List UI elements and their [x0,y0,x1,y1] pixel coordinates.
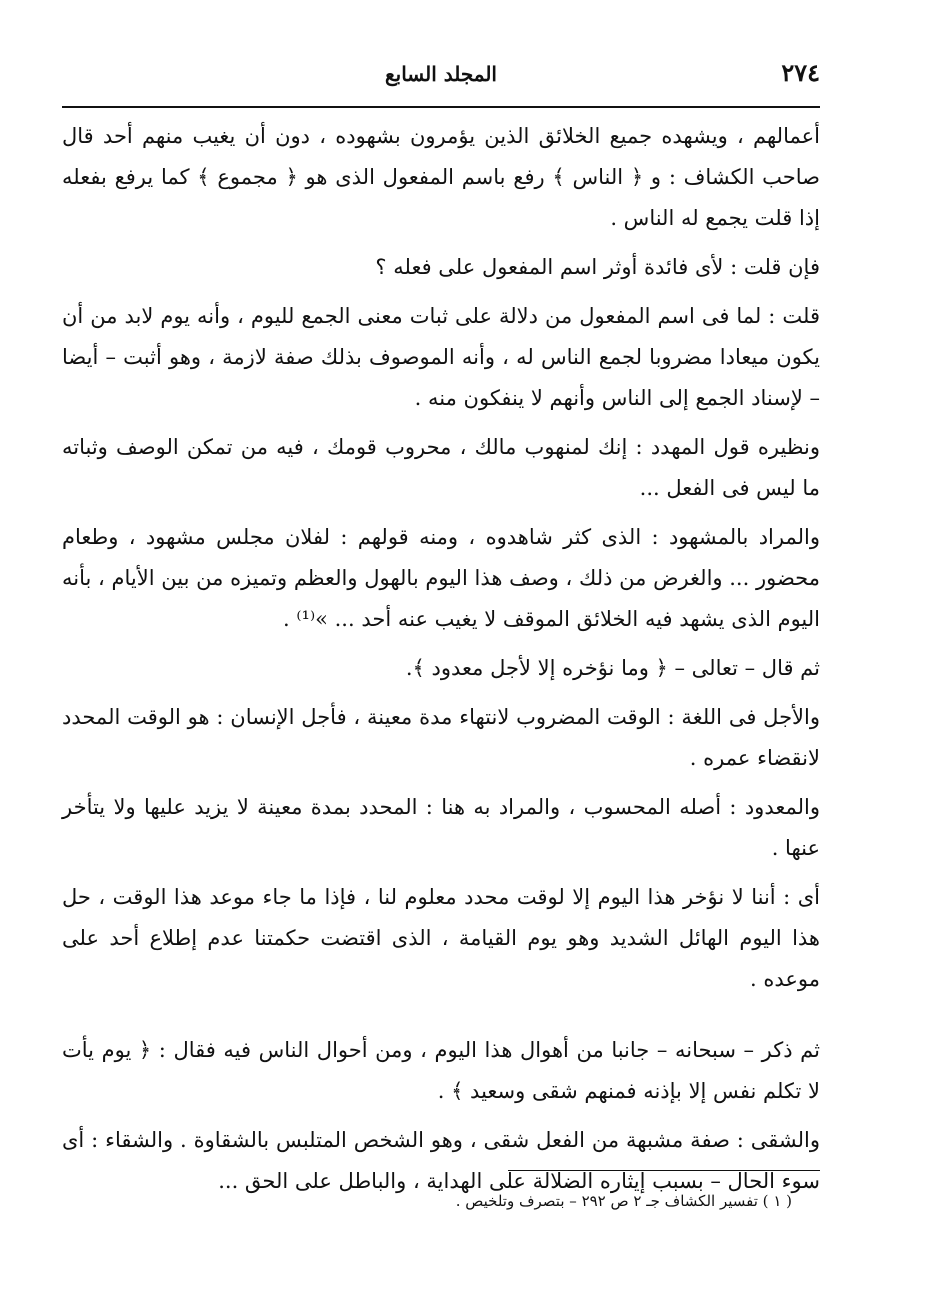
paragraph: ثم قال – تعالى – ﴿ وما نؤخره إلا لأجل معدود ﴾. [405,656,820,680]
paragraph: ثم ذكر – سبحانه – جانبا من أهوال هذا اليوم ، ومن أحوال الناس فيه فقال : ﴿ يوم يأت لا تكلم نفس إلا بإذنه فمنهم شقى وسعيد ﴾ . [62,1038,820,1103]
paragraph: أى : أننا لا نؤخر هذا اليوم إلا لوقت محدد معلوم لنا ، فإذا ما جاء موعد هذا الوقت ، حل هذا اليوم الهائل الشديد وهو يوم القيامة ، الذى اقتضت حكمتنا عدم إطلاع أحد على موعده . [62,885,820,991]
running-title: المجلد السابع [384,62,497,86]
paragraph: والمراد بالمشهود : الذى كثر شاهدوه ، ومنه قولهم : لفلان مجلس مشهود ، وطعام محضور ... والغرض من ذلك ، وصف هذا اليوم بالهول والعظم وتميزه من بين الأيام ، بأنه اليوم الذى يشهد فيه الخلائق الموقف لا يغيب عنه أحد ... »⁽¹⁾ . [62,525,820,631]
footnote-rule [508,1170,820,1171]
header-rule [62,106,820,108]
paragraph: فإن قلت : لأى فائدة أوثر اسم المفعول على فعله ؟ [375,255,820,279]
page-number: ٢٧٤ [781,58,820,87]
body-text [62,116,820,1210]
page-header [62,56,820,96]
paragraph: والشقى : صفة مشبهة من الفعل شقى ، وهو الشخص المتلبس بالشقاوة . والشقاء : أى سوء الحال – بسبب إيثاره الضلالة على الهداية ، والباطل على الحق ... [62,1128,820,1193]
paragraph: قلت : لما فى اسم المفعول من دلالة على ثبات معنى الجمع لليوم ، وأنه يوم لابد من أن يكون ميعادا مضروبا لجمع الناس له ، وأنه الموصوف بذلك صفة لازمة ، وهو أثبت – أيضا – لإسناد الجمع إلى الناس وأنهم لا ينفكون منه . [62,304,820,410]
paragraph: ونظيره قول المهدد : إنك لمنهوب مالك ، محروب قومك ، فيه من تمكن الوصف وثباته ما ليس فى الفعل ... [62,435,820,500]
paragraph: أعمالهم ، ويشهده جميع الخلائق الذين يؤمرون بشهوده ، دون أن يغيب منهم أحد قال صاحب الكشاف : و ﴿ الناس ﴾ رفع باسم المفعول الذى هو ﴿ مجموع ﴾ كما يرفع بفعله إذا قلت يجمع له الناس . [62,124,820,230]
paragraph: والأجل فى اللغة : الوقت المضروب لانتهاء مدة معينة ، فأجل الإنسان : هو الوقت المحدد لانقضاء عمره . [62,705,820,770]
paragraph: والمعدود : أصله المحسوب ، والمراد به هنا : المحدد بمدة معينة لا يزيد عليها ولا يتأخر عنها . [62,795,820,860]
footnote: ( ١ ) تفسير الكشاف جـ ٢ ص ٢٩٢ – بتصرف وتلخيص . [455,1192,792,1210]
